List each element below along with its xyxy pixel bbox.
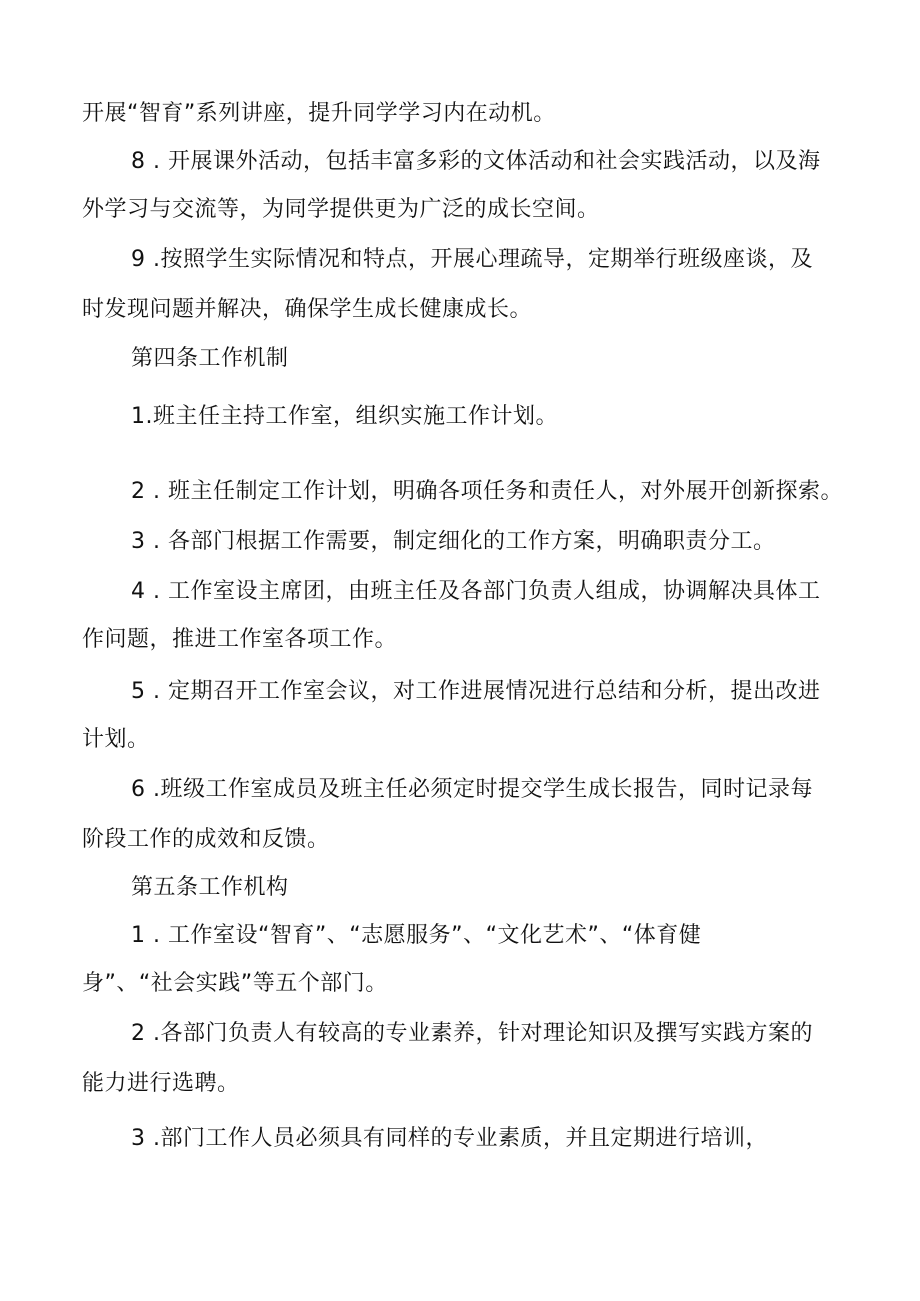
text-line: 开展“智育”系列讲座，提升同学学习内在动机。 bbox=[82, 101, 556, 126]
section-heading: 第五条工作机构 bbox=[131, 875, 289, 900]
text-line: 6 .班级工作室成员及班主任必须定时提交学生成长报告，同时记录每 bbox=[131, 777, 813, 802]
text-line: 作问题，推进工作室各项工作。 bbox=[82, 627, 398, 652]
text-line: 计划。 bbox=[82, 727, 150, 752]
text-line: 9 .按照学生实际情况和特点，开展心理疏导，定期举行班级座谈，及 bbox=[131, 247, 813, 272]
text-line: 1.班主任主持工作室，组织实施工作计划。 bbox=[131, 404, 558, 429]
text-line: 1 . 工作室设“智育”、“志愿服务”、“文化艺术”、“体育健 bbox=[131, 923, 702, 948]
text-line: 4 . 工作室设主席团，由班主任及各部门负责人组成，协调解决具体工 bbox=[131, 579, 821, 604]
text-line: 能力进行选聘。 bbox=[82, 1071, 240, 1096]
text-line: 阶段工作的成效和反馈。 bbox=[82, 827, 330, 852]
text-line: 3 . 各部门根据工作需要，制定细化的工作方案，明确职责分工。 bbox=[131, 529, 776, 554]
text-line: 3 .部门工作人员必须具有同样的专业素质，并且定期进行培训， bbox=[131, 1126, 768, 1151]
text-line: 2 . 班主任制定工作计划，明确各项任务和责任人，对外展开创新探索。 bbox=[131, 479, 843, 504]
text-line: 时发现问题并解决，确保学生成长健康成长。 bbox=[82, 297, 533, 322]
text-line: 8 . 开展课外活动，包括丰富多彩的文体活动和社会实践活动，以及海 bbox=[131, 149, 821, 174]
section-heading: 第四条工作机制 bbox=[131, 346, 289, 371]
text-line: 外学习与交流等，为同学提供更为广泛的成长空间。 bbox=[82, 197, 600, 222]
text-line: 身”、“社会实践”等五个部门。 bbox=[82, 971, 388, 996]
text-line: 2 .各部门负责人有较高的专业素养，针对理论知识及撰写实践方案的 bbox=[131, 1021, 813, 1046]
text-line: 5 . 定期召开工作室会议，对工作进展情况进行总结和分析，提出改进 bbox=[131, 679, 821, 704]
